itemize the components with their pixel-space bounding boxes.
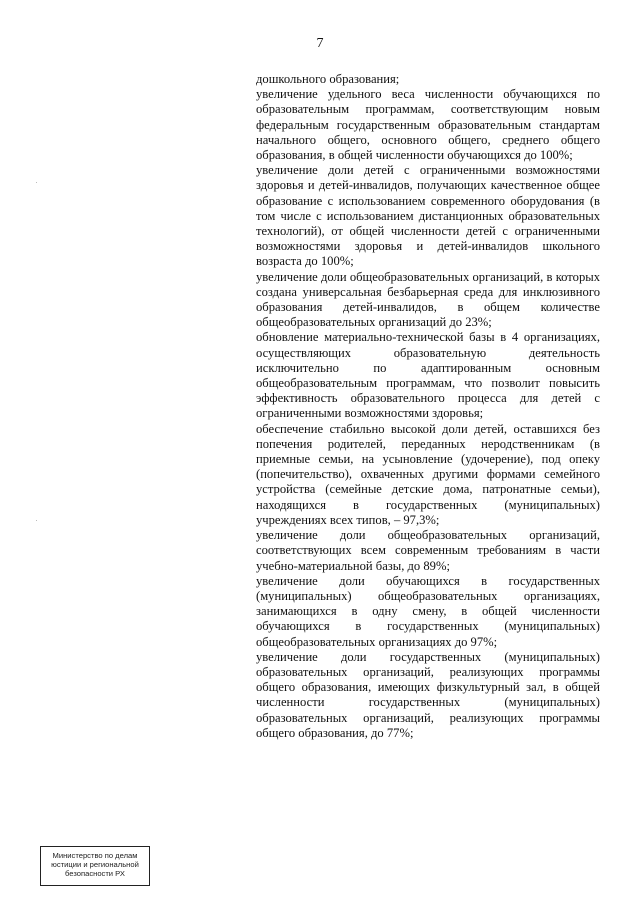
paragraph-4: увеличение доли общеобразовательных организаций, в которых создана универсальная безбарьерная среда для инклюзивного образования детей-инвалидов, в общем количестве общеобразовательных организаций до 23%; — [256, 269, 600, 330]
document-body — [256, 72, 600, 741]
paragraph-8: увеличение доли обучающихся в государственных (муниципальных) общеобразовательных организациях, занимающихся в одну смену, в общей численности обучающихся в государственных (муниципальных) общеобразовательных организациях до 97%; — [256, 573, 600, 649]
page-number: 7 — [316, 36, 324, 51]
stamp-line-3: безопасности РХ — [65, 869, 125, 879]
stamp-line-2: юстиции и региональной — [51, 860, 139, 870]
scan-speck — [36, 182, 37, 183]
scan-speck — [36, 520, 37, 521]
paragraph-9: увеличение доли государственных (муниципальных) образовательных организаций, реализующих программы общего образования, имеющих физкультурный зал, в общей численности государственных (муниципальных) образовательных организаций, реализующих программы общего образования, до 77%; — [256, 649, 600, 740]
stamp-line-1: Министерство по делам — [52, 851, 138, 860]
paragraph-5: обновление материально-технической базы в 4 организациях, осуществляющих образовательную деятельность исключительно по адаптированным основным общеобразовательным программам, что позволит повысить эффективность образовательного процесса для детей с ограниченными возможностями здоровья; — [256, 330, 600, 421]
paragraph-2: увеличение удельного веса численности обучающихся по образовательным программам, соответствующим новым федеральным государственным образовательным стандартам начального общего, основного общего, среднего общего образования, в общей численности обучающихся до 100%; — [256, 87, 600, 163]
paragraph-7: увеличение доли общеобразовательных организаций, соответствующих всем современным требованиям в части учебно-материальной базы, до 89%; — [256, 528, 600, 573]
paragraph-3: увеличение доли детей с ограниченными возможностями здоровья и детей-инвалидов, получающих качественное общее образование с использованием современного оборудования (в том числе с использованием дистанционных образовательных технологий), от общей численности детей с ограниченными возможностями здоровья и детей-инвалидов школьного возраста до 100%; — [256, 163, 600, 269]
ministry-stamp — [40, 846, 150, 886]
paragraph-6: обеспечение стабильно высокой доли детей, оставшихся без попечения родителей, переданных неродственникам (в приемные семьи, на усыновление (удочерение), под опеку (попечительство), охваченных другими формами семейного устройства (семейные детские дома, патронатные семьи), находящихся в государственных (муниципальных) учреждениях всех типов, – 97,3%; — [256, 421, 600, 527]
paragraph-1: дошкольного образования; — [256, 72, 400, 86]
